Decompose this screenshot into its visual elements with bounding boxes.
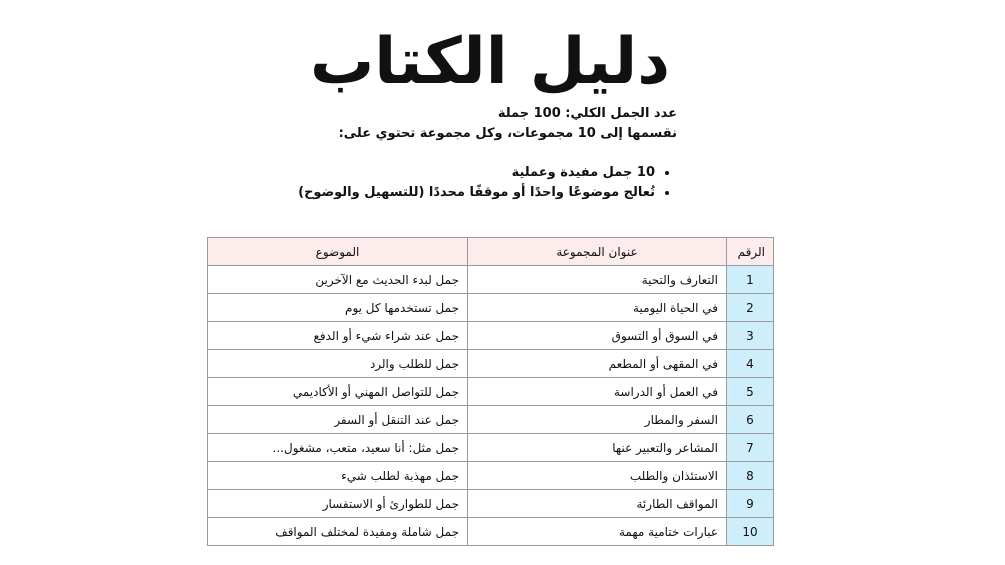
table-row [208, 322, 774, 350]
row-topic-cell: جمل للطلب والرد [208, 350, 468, 378]
row-group-cell: المواقف الطارئة [468, 490, 727, 518]
row-number-cell: 8 [727, 462, 774, 490]
row-number-cell: 6 [727, 406, 774, 434]
bullet-dot-icon [665, 171, 669, 175]
header-group-title: عنوان المجموعة [468, 238, 727, 266]
bullet-dot-icon [665, 191, 669, 195]
row-group-cell: عبارات ختامية مهمة [468, 518, 727, 546]
row-topic-cell: جمل تستخدمها كل يوم [208, 294, 468, 322]
bullet-item [95, 163, 655, 183]
intro-block [117, 104, 677, 144]
row-group-cell: المشاعر والتعبير عنها [468, 434, 727, 462]
division-text: نقسمها إلى 10 مجموعات، وكل مجموعة تحتوي على: [338, 126, 677, 141]
total-sentences-text: عدد الجمل الكلي: 100 جملة [497, 106, 677, 121]
bullet-list [95, 163, 673, 203]
row-group-cell: في السوق أو التسوق [468, 322, 727, 350]
row-group-cell: التعارف والتحية [468, 266, 727, 294]
table-row [208, 490, 774, 518]
bullet-text: تُعالج موضوعًا واحدًا أو موقفًا محددًا (للتسهيل والوضوح) [298, 185, 655, 200]
table-row [208, 350, 774, 378]
row-topic-cell: جمل مثل: أنا سعيد، متعب، مشغول... [208, 434, 468, 462]
row-topic-cell: جمل عند شراء شيء أو الدفع [208, 322, 468, 350]
header-number: الرقم [727, 238, 774, 266]
row-number-cell: 4 [727, 350, 774, 378]
table-row [208, 266, 774, 294]
row-group-cell: في الحياة اليومية [468, 294, 727, 322]
row-number-cell: 5 [727, 378, 774, 406]
header-topic: الموضوع [208, 238, 468, 266]
table-row [208, 434, 774, 462]
row-topic-cell: جمل مهذبة لطلب شيء [208, 462, 468, 490]
bullet-text: 10 جمل مفيدة وعملية [511, 165, 655, 180]
table-row [208, 462, 774, 490]
bullet-item [95, 183, 655, 203]
row-topic-cell: جمل عند التنقل أو السفر [208, 406, 468, 434]
row-topic-cell: جمل لبدء الحديث مع الآخرين [208, 266, 468, 294]
row-number-cell: 2 [727, 294, 774, 322]
table-row [208, 406, 774, 434]
row-number-cell: 7 [727, 434, 774, 462]
row-number-cell: 10 [727, 518, 774, 546]
row-group-cell: الاستئذان والطلب [468, 462, 727, 490]
table-row [208, 518, 774, 546]
page-title: دليل الكتاب [309, 25, 671, 99]
row-number-cell: 1 [727, 266, 774, 294]
row-group-cell: في العمل أو الدراسة [468, 378, 727, 406]
row-topic-cell: جمل للطوارئ أو الاستفسار [208, 490, 468, 518]
row-number-cell: 9 [727, 490, 774, 518]
table-row [208, 294, 774, 322]
table-header-row [208, 238, 774, 266]
row-topic-cell: جمل شاملة ومفيدة لمختلف المواقف [208, 518, 468, 546]
row-topic-cell: جمل للتواصل المهني أو الأكاديمي [208, 378, 468, 406]
table-row [208, 378, 774, 406]
row-group-cell: في المقهى أو المطعم [468, 350, 727, 378]
row-number-cell: 3 [727, 322, 774, 350]
groups-table [207, 237, 774, 546]
row-group-cell: السفر والمطار [468, 406, 727, 434]
